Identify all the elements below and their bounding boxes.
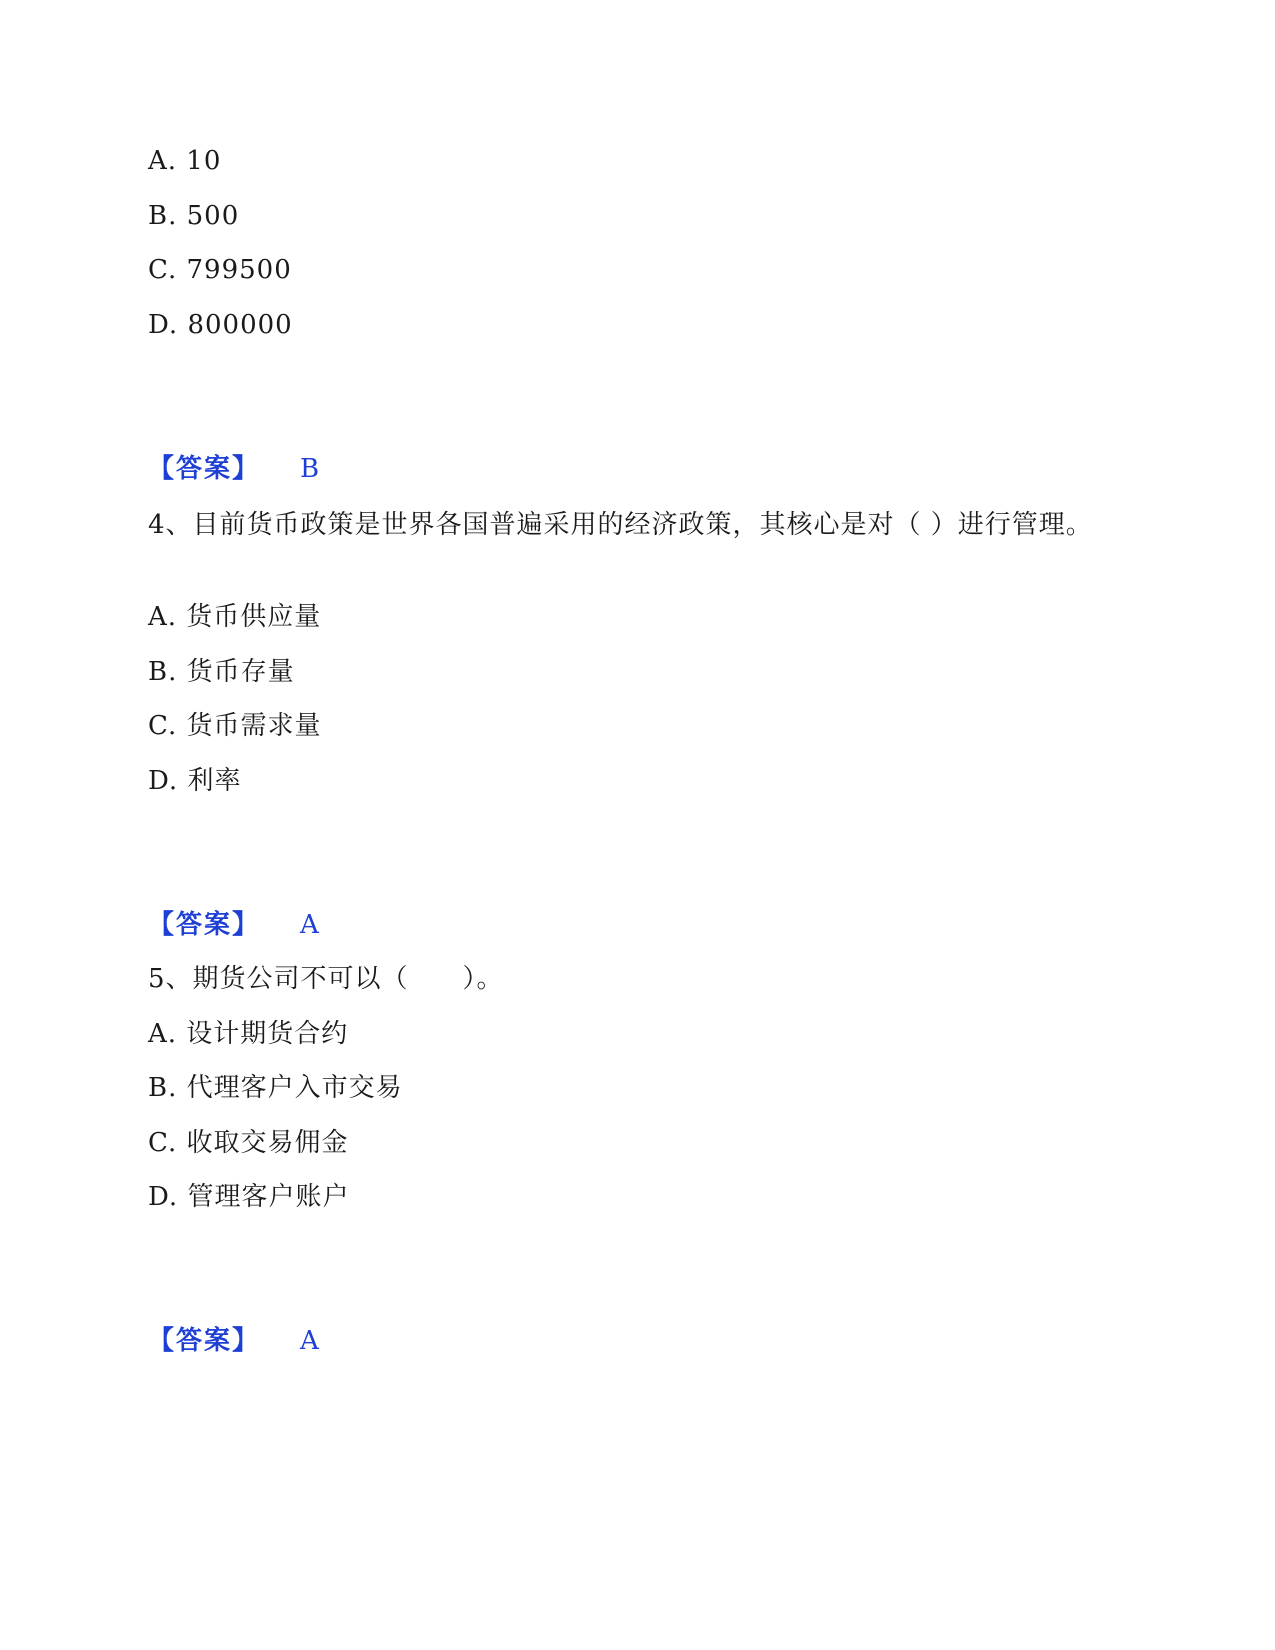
q4-option-b: B. 货币存量 — [148, 657, 295, 687]
q4-answer — [148, 907, 319, 943]
q3-answer-value: B — [300, 454, 320, 484]
q3-option-d: D. 800000 — [148, 310, 293, 340]
q4-option-c: C. 货币需求量 — [148, 711, 322, 741]
q4-answer-label: 【答案】 — [148, 910, 261, 940]
q4-option-a: A. 货币供应量 — [148, 602, 322, 632]
q5-answer-value: A — [300, 1326, 319, 1356]
q3-option-b: B. 500 — [148, 201, 240, 231]
q3-option-c: C. 799500 — [148, 255, 292, 285]
q4-option-d: D. 利率 — [148, 766, 242, 796]
q4-answer-value: A — [300, 910, 319, 940]
q5-answer-label: 【答案】 — [148, 1326, 261, 1356]
q5-option-c: C. 收取交易佣金 — [148, 1128, 349, 1158]
q5-option-a: A. 设计期货合约 — [148, 1019, 349, 1049]
q5-option-b: B. 代理客户入市交易 — [148, 1073, 403, 1103]
q5-answer — [148, 1323, 319, 1359]
q3-answer-label: 【答案】 — [148, 454, 261, 484]
q3-answer — [148, 451, 319, 487]
q5-stem: 5、期货公司不可以（ ）。 — [148, 964, 504, 994]
q4-stem: 4、目前货币政策是世界各国普遍采用的经济政策，其核心是对（ ）进行管理。 — [148, 510, 1093, 540]
q5-option-d: D. 管理客户账户 — [148, 1182, 350, 1212]
q3-option-a: A. 10 — [148, 146, 222, 176]
